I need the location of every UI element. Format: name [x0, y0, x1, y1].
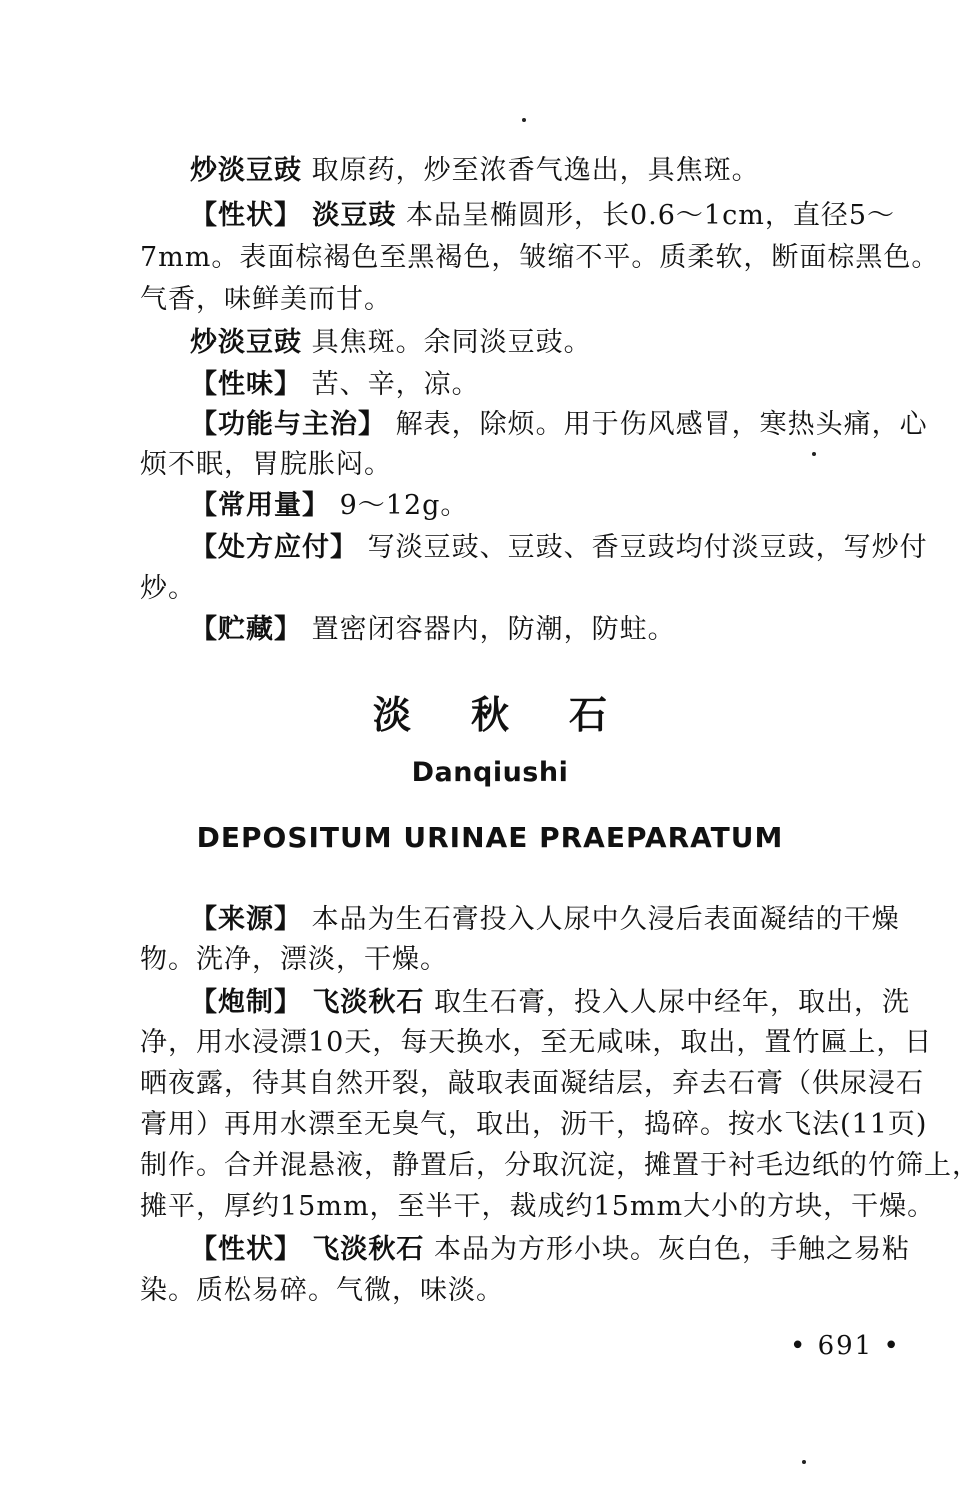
text-line-19: 制作。合并混悬液，静置后，分取沉淀，摊置于衬毛边纸的竹筛上， — [140, 1150, 980, 1181]
text-line-10: 【处方应付】 写淡豆豉、豆豉、香豆豉均付淡豆豉，写炒付 — [190, 532, 928, 563]
scan-speck — [802, 1460, 806, 1464]
scan-speck — [522, 118, 526, 122]
text-line-15: 【炮制】 飞淡秋石 取生石膏，投入人尿中经年，取出，洗 — [190, 987, 910, 1018]
text-line-1: 炒淡豆豉 取原药，炒至浓香气逸出，具焦斑。 — [190, 155, 760, 186]
text-line-12: 【贮藏】 置密闭容器内，防潮，防蛀。 — [190, 614, 676, 645]
text-line-8: 烦不眠，胃脘胀闷。 — [140, 449, 392, 480]
text-line-17: 晒夜露，待其自然开裂，敲取表面凝结层，弃去石膏（供尿浸石 — [140, 1068, 924, 1099]
text-line-14: 物。洗净，漂淡，干燥。 — [140, 944, 448, 975]
entry-title-pinyin: Danqiushi — [411, 757, 569, 788]
scan-speck — [812, 452, 816, 456]
text-line-6: 【性味】 苦、辛，凉。 — [190, 369, 480, 400]
text-line-18: 膏用）再用水漂至无臭气，取出，沥干，捣碎。按水飞法(11页) — [140, 1109, 928, 1140]
page-number: • 691 • — [790, 1331, 901, 1361]
text-line-13: 【来源】 本品为生石膏投入人尿中久浸后表面凝结的干燥 — [190, 904, 900, 935]
text-line-5: 炒淡豆豉 具焦斑。余同淡豆豉。 — [190, 327, 592, 358]
text-line-11: 炒。 — [140, 573, 196, 604]
entry-title-latin: DEPOSITUM URINAE PRAEPARATUM — [196, 821, 784, 854]
text-line-3: 7mm。表面棕褐色至黑褐色，皱缩不平。质柔软，断面棕黑色。 — [140, 242, 940, 273]
text-line-4: 气香，味鲜美而甘。 — [140, 284, 392, 315]
entry-title-chinese: 淡秋石 — [372, 693, 667, 737]
text-line-2: 【性状】 淡豆豉 本品呈椭圆形，长0.6～1cm，直径5～ — [190, 200, 896, 231]
text-line-16: 净，用水浸漂10天，每天换水，至无咸味，取出，置竹匾上，日 — [140, 1027, 933, 1058]
text-line-7: 【功能与主治】 解表，除烦。用于伤风感冒，寒热头痛，心 — [190, 409, 928, 440]
text-line-21: 【性状】 飞淡秋石 本品为方形小块。灰白色，手触之易粘 — [190, 1234, 910, 1265]
text-line-9: 【常用量】 9～12g。 — [190, 490, 469, 521]
text-line-22: 染。质松易碎。气微，味淡。 — [140, 1275, 504, 1306]
text-line-20: 摊平，厚约15mm，至半干，裁成约15mm大小的方块，干燥。 — [140, 1191, 936, 1222]
